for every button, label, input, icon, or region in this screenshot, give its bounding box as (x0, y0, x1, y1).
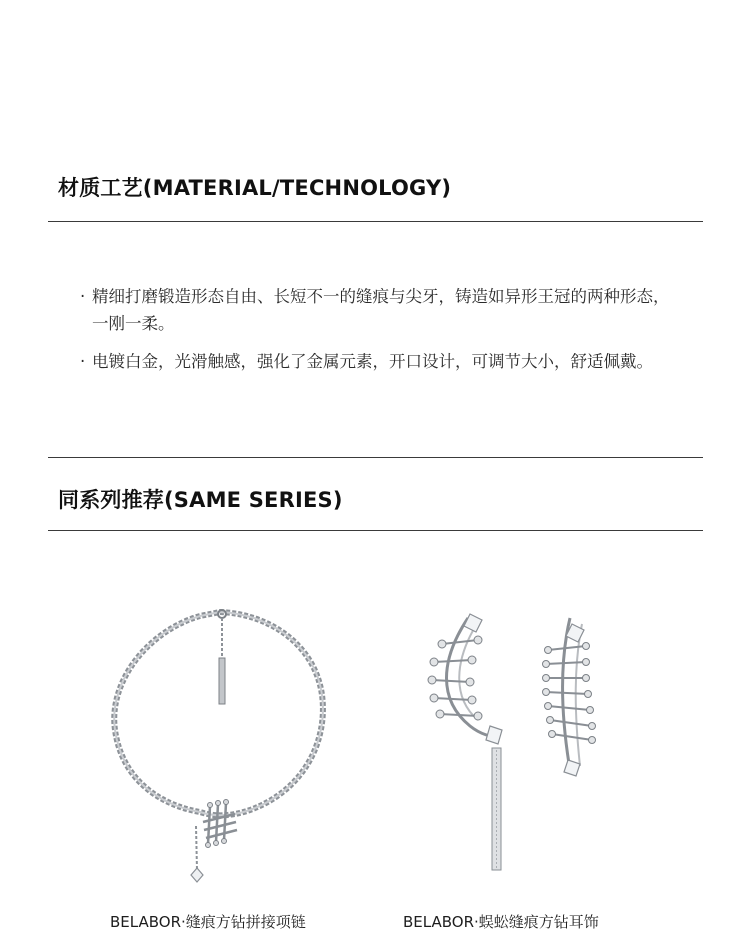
material-bullet-2 (80, 348, 680, 375)
bullet-marker: · (80, 352, 86, 371)
material-title-divider (48, 221, 703, 222)
material-bullet-text: 电镀白金，光滑触感，强化了金属元素，开口设计，可调节大小，舒适佩戴。 (92, 352, 653, 371)
necklace-image (100, 600, 340, 890)
material-bullet-text: 精细打磨锻造形态自由、长短不一的缝痕与尖牙，铸造如异形王冠的两种形态，一刚一柔。 (92, 287, 670, 333)
product-caption-necklace[interactable]: BELABOR·缝痕方钻拼接项链 (110, 913, 306, 931)
product-necklace[interactable] (100, 600, 340, 890)
bullet-marker: · (80, 287, 86, 306)
material-bullet-1 (80, 283, 680, 337)
series-title-divider (48, 530, 703, 531)
product-earrings[interactable] (420, 600, 620, 880)
earrings-image (420, 600, 620, 880)
series-top-divider (48, 457, 703, 458)
product-caption-earrings[interactable]: BELABOR·蜈蚣缝痕方钻耳饰 (403, 913, 599, 931)
series-section-title: 同系列推荐(SAME SERIES) (58, 488, 343, 512)
material-section-title: 材质工艺(MATERIAL/TECHNOLOGY) (58, 176, 452, 200)
